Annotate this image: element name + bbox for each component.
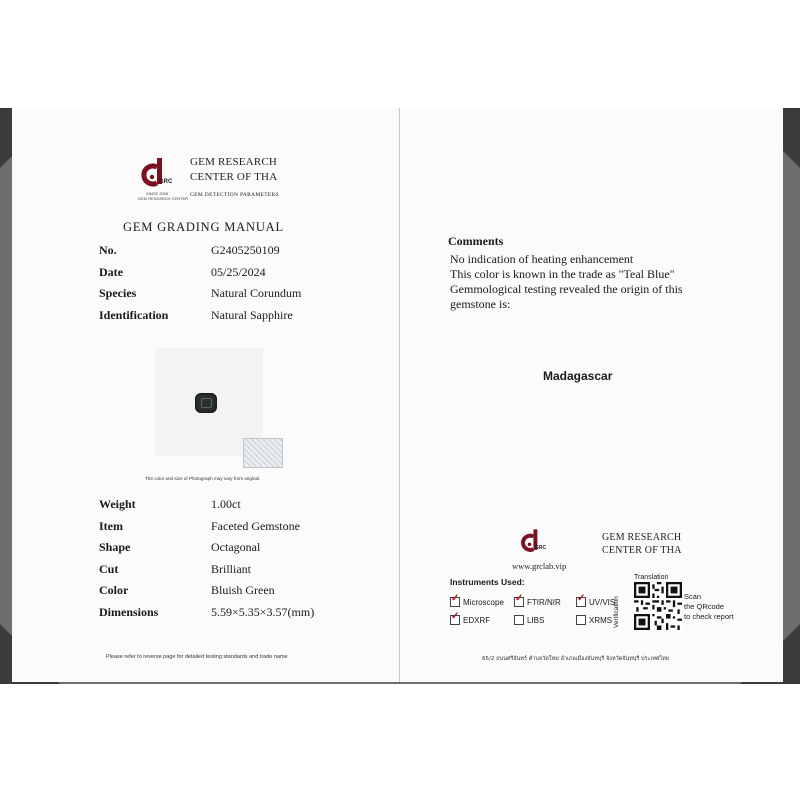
logo-text: GRC: [535, 545, 547, 551]
comment-line: gemstone is:: [450, 297, 511, 311]
instrument-edxrf: [450, 615, 490, 625]
comments-heading: Comments: [448, 234, 504, 248]
logo-caption: GEM RESEARCH CENTER: [138, 196, 189, 201]
instrument-label: FTIR/NIR: [527, 597, 561, 607]
instrument-uvvis: [576, 597, 615, 607]
logo-since: SINCE 2005: [146, 191, 169, 196]
instruments-heading: Instruments Used:: [450, 577, 525, 587]
field-label: Shape: [99, 540, 131, 555]
field-label: Date: [99, 264, 123, 279]
field-row: [99, 580, 314, 602]
field-row: [99, 494, 314, 516]
logo-text: GRC: [159, 179, 173, 185]
gemstone-image: [195, 393, 217, 413]
field-row: [99, 537, 314, 559]
field-row: [99, 283, 301, 305]
instrument-label: LIBS: [527, 615, 545, 625]
field-label: Weight: [99, 497, 136, 512]
report-number: G2405250109: [211, 243, 280, 258]
grc-logo-icon: [140, 157, 178, 191]
org-name-line1: GEM RESEARCH: [602, 532, 682, 543]
field-label: Dimensions: [99, 604, 159, 619]
field-row: [99, 602, 314, 624]
weight-value: 1.00ct: [211, 497, 241, 512]
checkbox-unchecked: [514, 615, 524, 625]
website-url: www.grclab.vip: [512, 561, 567, 571]
comments-body: [450, 252, 720, 312]
grc-logo: [138, 157, 189, 201]
field-row: [99, 516, 314, 538]
org-name-small: [602, 531, 682, 557]
item-value: Faceted Gemstone: [211, 518, 300, 533]
field-row: [99, 262, 301, 284]
lab-address: 65/2 ถนนศรีจันทร์ ตำบลวัดใหม่ อำเภอเมืองจันทบุรี จังหวัดจันทบุรี ประเทศไทย: [482, 656, 670, 662]
instrument-microscope: [450, 597, 504, 607]
checkbox-checked: [450, 615, 460, 625]
verification-label: Verification: [613, 596, 620, 628]
hologram-sticker: [243, 438, 283, 468]
field-label: Item: [99, 518, 123, 533]
photo-note: The color and size of Photograph may vary from original.: [145, 476, 261, 481]
scan-line: Scan: [684, 592, 702, 601]
org-name-line2: CENTER OF THA: [602, 545, 682, 556]
scan-instructions: [684, 592, 734, 622]
org-name-line1: GEM RESEARCH: [190, 156, 278, 168]
field-row: [99, 240, 301, 262]
spine-divider: [399, 108, 400, 682]
identification-value: Natural Sapphire: [211, 307, 293, 322]
checkbox-checked: [514, 597, 524, 607]
qr-code-icon: [634, 582, 682, 630]
checkbox-checked: [450, 597, 460, 607]
translation-label: Translation: [634, 574, 669, 581]
org-name-line2: CENTER OF THA: [190, 171, 278, 183]
scan-line: the QRcode: [684, 602, 725, 611]
instrument-label: EDXRF: [463, 615, 491, 625]
instrument-libs: [514, 615, 544, 625]
field-label: No.: [99, 243, 117, 258]
checkbox-checked: [576, 597, 586, 607]
grc-logo-small: [520, 528, 550, 556]
origin-value: Madagascar: [543, 369, 613, 383]
instrument-label: XRMS: [589, 615, 613, 625]
grc-logo-icon: [520, 528, 550, 556]
field-label: Color: [99, 583, 129, 598]
cut-value: Brilliant: [211, 561, 251, 576]
org-name: [190, 155, 279, 203]
instrument-ftir: [514, 597, 561, 607]
report-title: GEM GRADING MANUAL: [123, 220, 284, 234]
dimensions-value: 5.59×5.35×3.57(mm): [211, 604, 315, 619]
comment-line: No indication of heating enhancement: [450, 252, 634, 266]
field-row: [99, 559, 314, 581]
field-row: [99, 305, 301, 327]
instrument-label: UV/VIS: [589, 597, 616, 607]
header-fields: [99, 240, 301, 326]
checkbox-unchecked: [576, 615, 586, 625]
shape-value: Octagonal: [211, 540, 261, 555]
instrument-label: Microscope: [463, 597, 504, 607]
detail-fields: [99, 494, 314, 623]
report-date: 05/25/2024: [211, 264, 266, 279]
species-value: Natural Corundum: [211, 286, 302, 301]
comment-line: Gemmological testing revealed the origin of this: [450, 282, 683, 296]
comment-line: This color is known in the trade as "Teal Blue": [450, 267, 675, 281]
color-value: Bluish Green: [211, 583, 275, 598]
instrument-xrms: [576, 615, 612, 625]
field-label: Identification: [99, 307, 169, 322]
footer-note: Please refer to reverse page for detailed testing standards and trade name: [106, 654, 288, 660]
field-label: Cut: [99, 561, 119, 576]
field-label: Species: [99, 286, 137, 301]
org-subtitle: GEM DETECTION PARAMETERS: [190, 192, 279, 198]
scan-line: to check report: [684, 612, 734, 621]
